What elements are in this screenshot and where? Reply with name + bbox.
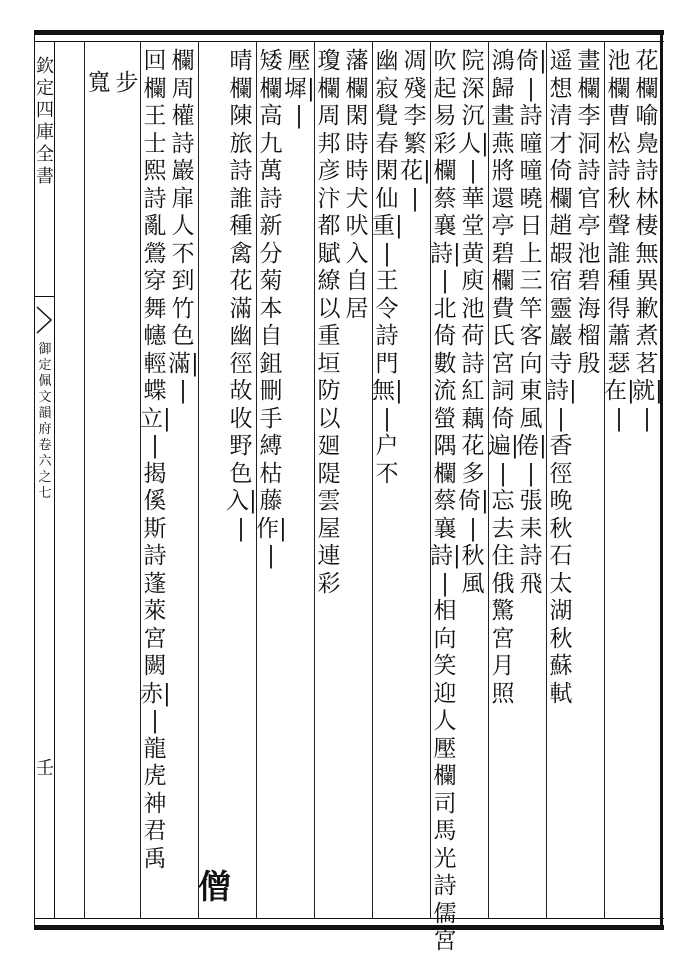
fish-tail-mark-icon: [36, 306, 52, 334]
text-line: 矮欄 高九萬詩新分菊本自 鉏刪手縛枯藤作||: [256, 48, 287, 569]
text-column: [256, 48, 314, 916]
text-line: 晴欄 陳旅詩誰種禽花滿幽 徑故收野色入||: [226, 48, 257, 542]
text-line: 院深沉人||華堂黄庾池荷詩紅藕花多倚||秋風: [458, 48, 489, 597]
text-line: 倚||詩曈曈曉日上三竿客向東風倦||張耒詩飛: [516, 48, 547, 597]
text-line: 吹起易 彩欄 蔡襄詩||北倚數流螢 隅欄 蔡襄詩||相向笑迎人 壓欄 司馬光詩儒宮: [430, 48, 461, 954]
text-line: 幽寂覺春閑仙 重||王令詩門無||户不: [372, 48, 403, 487]
margin-divider: [34, 296, 54, 297]
book-header: 欽定四庫全書: [36, 56, 54, 187]
page-border-bottom: [34, 918, 664, 930]
text-line: 欄 周權詩巖扉人不 到竹色滿||: [168, 48, 199, 404]
text-line: 壓墀||: [284, 48, 315, 129]
text-line: 畫欄 李洞詩官亭 池碧海榴殷: [577, 48, 601, 377]
text-line: 寬: [87, 70, 111, 96]
text-line: 鴻歸畫燕將還亭 碧欄 費氏宮詞倚遍||忘去住俄驚宮月照: [488, 48, 519, 707]
text-column: [430, 48, 489, 954]
text-column: [140, 48, 198, 916]
text-column: [372, 48, 430, 916]
text-line: 僧: [198, 867, 231, 906]
text-column: [488, 48, 546, 916]
text-column: [198, 48, 256, 916]
text-line: 遥想清才 倚欄 趙嘏宿靈巖寺詩||香徑晚秋石太湖秋蘇軾: [546, 48, 577, 707]
text-line: 瓊欄 周邦彦汴都賦繚以重 垣防以廻隄雲屋連彩: [317, 48, 341, 597]
text-line: 藩欄 閑時時犬吠入自居: [345, 48, 369, 322]
text-column: [314, 48, 372, 916]
page-border-top: [34, 30, 664, 42]
text-line: 回欄 王士熙詩亂鶯穿舞幰輕蝶立||揭 傒斯詩蓬萊宮闕赤||龍虎神君禹: [140, 48, 171, 872]
text-line: 花欄 喻鳧詩林棲無異 歉煮茗就||: [632, 48, 663, 432]
text-column: [84, 48, 142, 916]
text-line: 池欄 曹松詩秋聲誰種 得蕭瑟在||: [604, 48, 635, 432]
page-number: 壬: [36, 758, 54, 779]
text-line: 步: [115, 70, 139, 96]
text-column: [604, 48, 662, 916]
text-line: 凋殘 李繁花||: [400, 48, 431, 212]
text-column: [546, 48, 604, 916]
volume-subtitle: 御定佩文韻府卷六之七: [38, 342, 52, 501]
